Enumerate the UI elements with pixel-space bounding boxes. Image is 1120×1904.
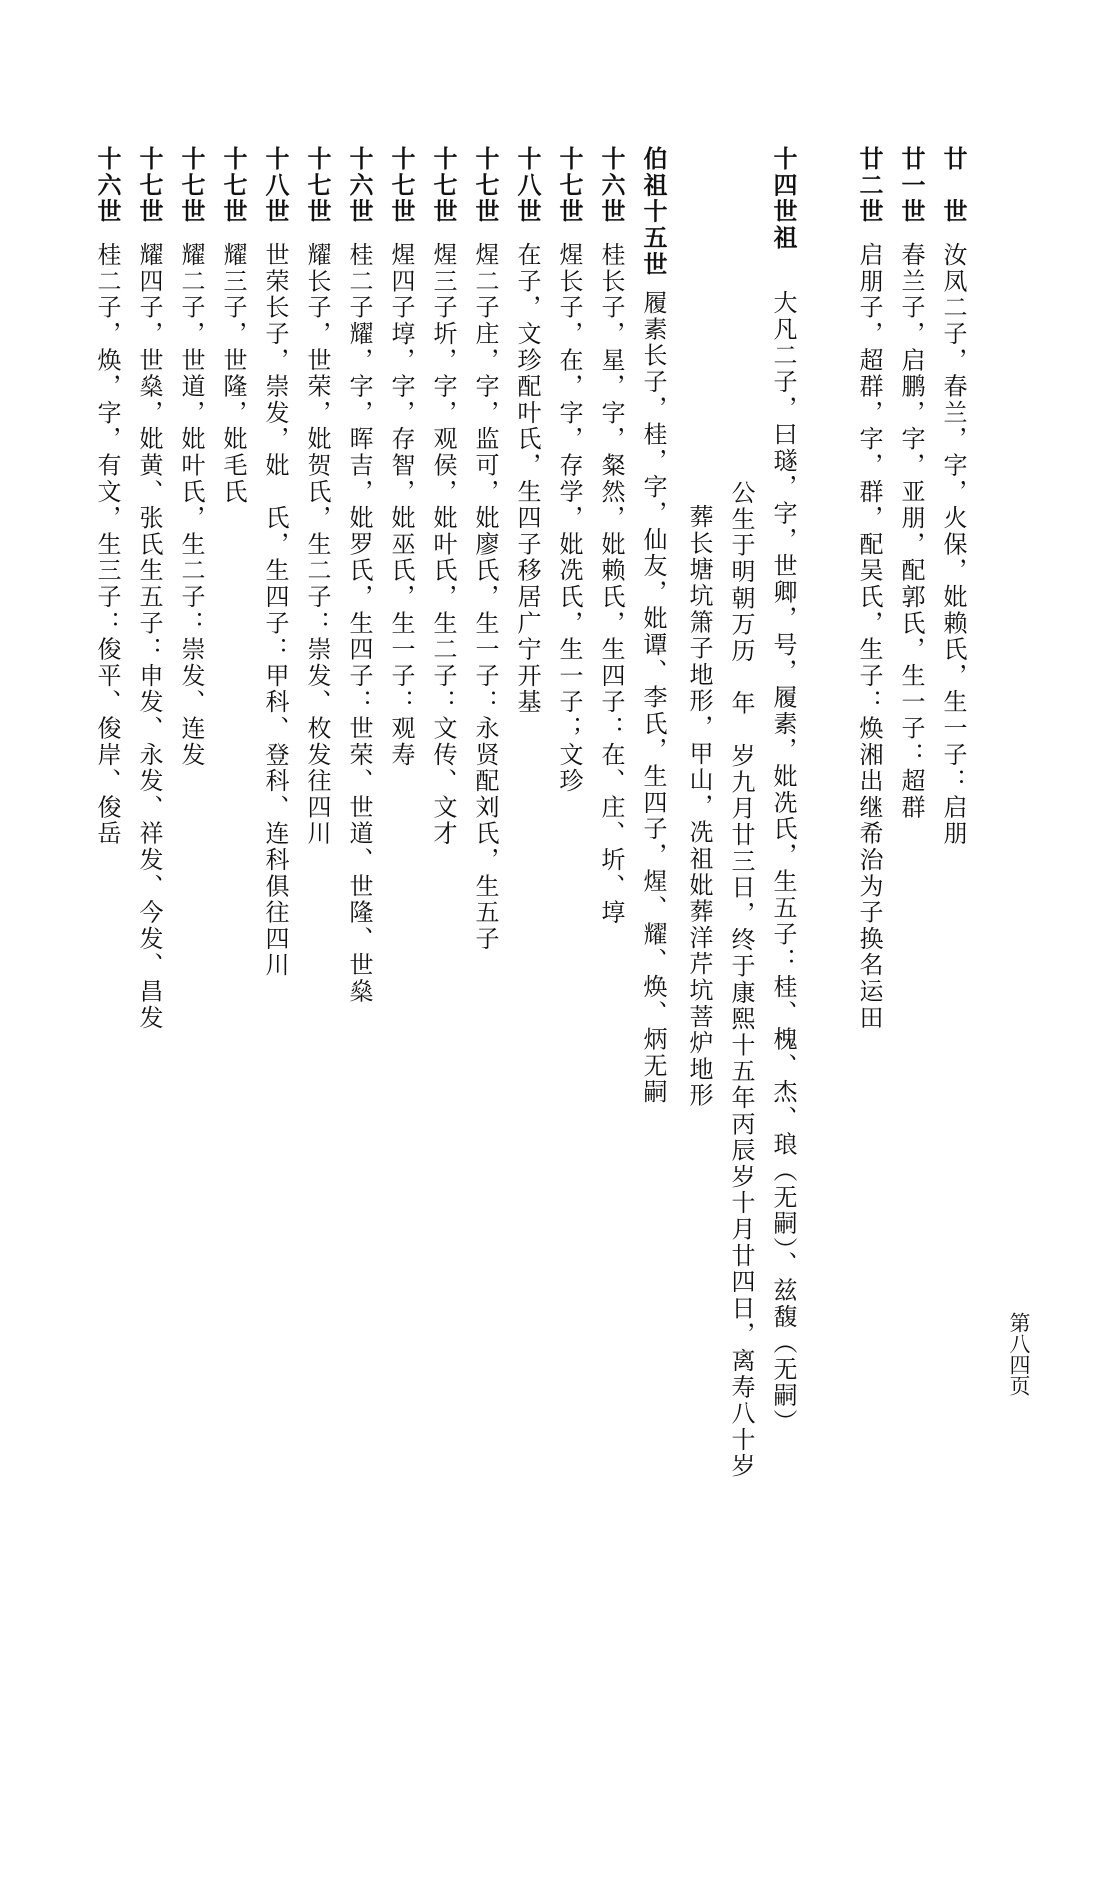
entry-text: 桂二子，焕，字，有文，生三子：俊平、俊岸、俊岳 <box>93 242 121 847</box>
generation-label: 伯祖十五世 <box>639 146 668 278</box>
entry-gen-17 <box>216 146 248 1546</box>
generation-label: 十四世祖 <box>769 146 798 252</box>
generation-label: 十六世 <box>597 146 626 225</box>
entry-text: 煋长子，在，字，存学，妣冼氏，生一子；文珍 <box>555 242 583 795</box>
entry-text: 履素长子，桂，字，仙友，妣谭、李氏，生四子，煋、耀、焕、炳无嗣 <box>639 290 667 1106</box>
entry-gen-17 <box>468 146 500 1546</box>
generation-label: 十七世 <box>177 146 206 225</box>
generation-label: 十六世 <box>345 146 374 225</box>
entry-text: 煋三子圻，字，观侯，妣叶氏，生二子：文传、文才 <box>429 242 457 847</box>
generation-label: 十七世 <box>471 146 500 225</box>
entry-text: 世荣长子，崇发，妣 氏，生四子：甲科、登科、连科俱往四川 <box>261 242 289 979</box>
entry-gen-17 <box>174 146 206 1546</box>
generation-label: 十七世 <box>555 146 584 225</box>
generation-label: 十八世 <box>261 146 290 225</box>
entry-gen-16 <box>594 146 626 1546</box>
entry-gen-21 <box>894 146 926 1546</box>
entry-text: 公生于明朝万历 年 岁九月廿三日，终于康熙十五年丙辰岁十月廿四日，离寿八十岁 <box>727 480 755 1480</box>
entry-note-burial <box>682 504 714 1904</box>
generation-label: 廿 世 <box>939 146 968 225</box>
entry-text: 耀长子，世荣，妣贺氏，生二子：崇发、枚发往四川 <box>303 242 331 847</box>
entry-gen-17 <box>552 146 584 1546</box>
generation-label: 十七世 <box>387 146 416 225</box>
entry-gen-16 <box>90 146 122 1546</box>
entry-gen-18 <box>510 146 542 1546</box>
generation-label: 十七世 <box>303 146 332 225</box>
entry-text: 耀四子，世燊，妣黄、张氏生五子：申发、永发、祥发、今发、昌发 <box>135 242 163 1031</box>
entry-text: 大凡二子，曰璲，字，世卿，号，履素，妣冼氏，生五子：桂、槐、杰、琅（无嗣）、兹馥（无嗣） <box>769 290 797 1436</box>
entry-text: 汝凤二子，春兰，字，火保，妣赖氏，生一子：启朋 <box>939 242 967 847</box>
entry-gen-17 <box>384 146 416 1546</box>
entry-gen-17 <box>300 146 332 1546</box>
generation-label: 十六世 <box>93 146 122 225</box>
entry-text: 煋四子埻，字，存智，妣巫氏，生一子：观寿 <box>387 242 415 768</box>
entry-text: 煋二子庄，字，监可，妣廖氏，生一子：永贤配刘氏，生五子 <box>471 242 499 953</box>
generation-label: 十七世 <box>219 146 248 225</box>
entry-gen-14-ancestor <box>766 146 798 1546</box>
entry-gen-22 <box>852 146 884 1546</box>
page-number: 第八四页 <box>1007 1312 1031 1396</box>
entry-text: 桂二子耀，字，晖吉，妣罗氏，生四子：世荣、世道、世隆、世燊 <box>345 242 373 1005</box>
entry-gen-15-uncle <box>636 146 668 1546</box>
entry-text: 葬长塘坑箫子地形，甲山，冼祖妣葬洋芹坑菩炉地形 <box>685 504 713 1109</box>
generation-label: 十七世 <box>429 146 458 225</box>
entry-text: 耀二子，世道，妣叶氏，生二子：崇发、连发 <box>177 242 205 768</box>
entry-gen-17 <box>426 146 458 1546</box>
entry-note-life <box>724 480 756 1880</box>
generation-label: 廿一世 <box>897 146 926 225</box>
entry-gen-20 <box>936 146 968 1546</box>
entry-text: 耀三子，世隆，妣毛氏 <box>219 242 247 505</box>
generation-label: 十七世 <box>135 146 164 225</box>
entry-text: 春兰子，启鹏，字，亚朋，配郭氏，生一子：超群 <box>897 242 925 821</box>
entry-text: 启朋子，超群，字，群，配吴氏，生子：焕湘出继希治为子换名运田 <box>855 242 883 1031</box>
generation-label: 十八世 <box>513 146 542 225</box>
generation-label: 廿二世 <box>855 146 884 225</box>
entry-text: 在子，文珍配叶氏，生四子移居广宁开基 <box>513 242 541 716</box>
entry-gen-17 <box>132 146 164 1546</box>
entry-gen-18 <box>258 146 290 1546</box>
entry-text: 桂长子，星，字，粲然，妣赖氏，生四子：在、庄、圻、埻 <box>597 242 625 926</box>
entry-gen-16 <box>342 146 374 1546</box>
